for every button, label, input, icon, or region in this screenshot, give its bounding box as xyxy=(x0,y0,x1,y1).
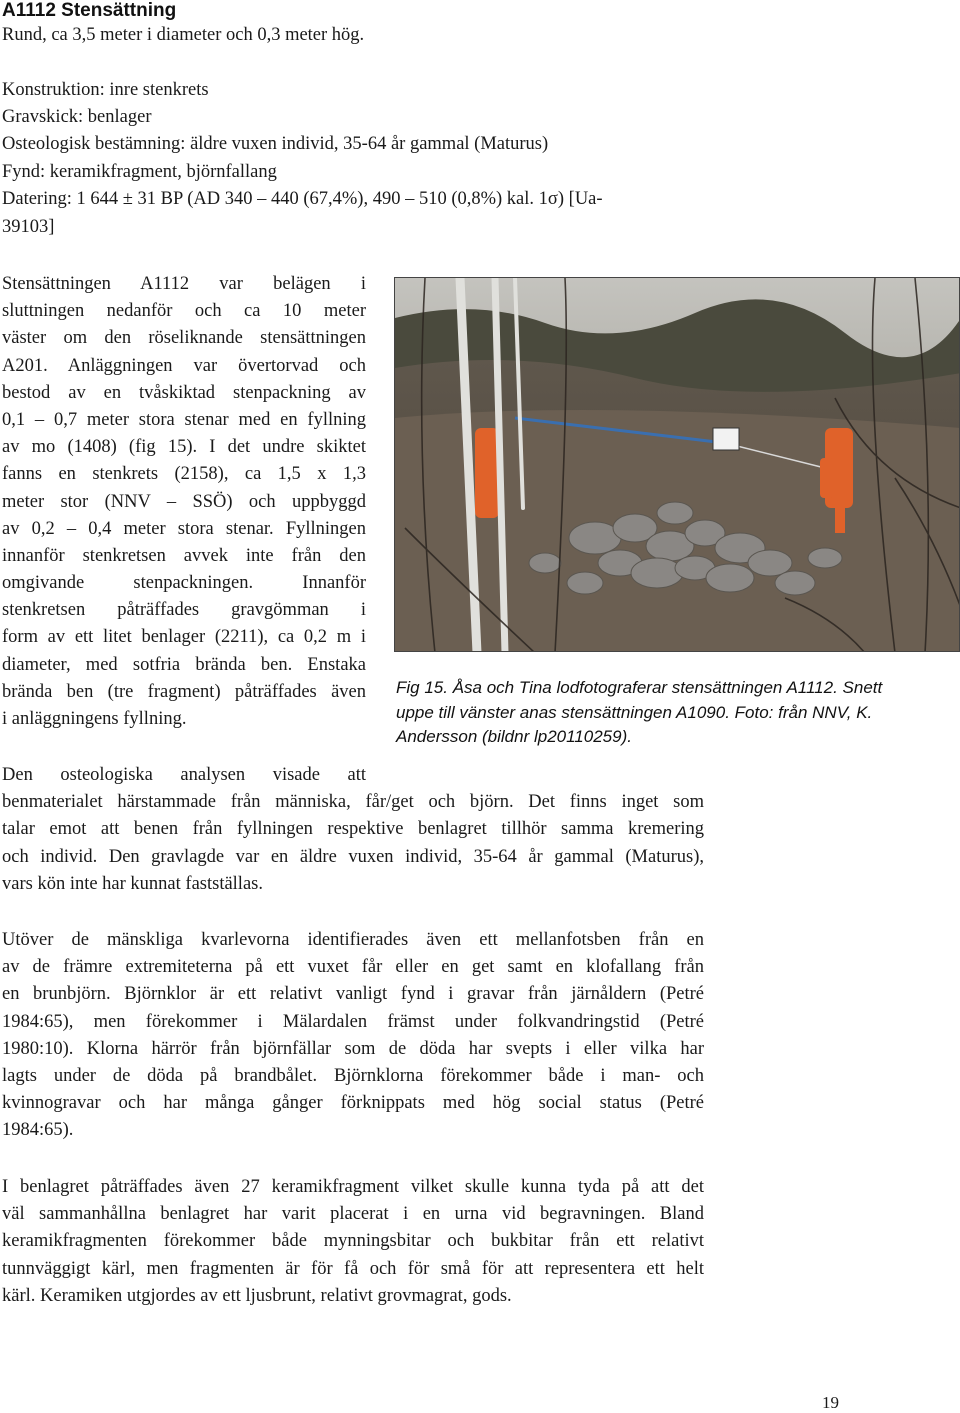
excavation-photo xyxy=(394,277,960,652)
text-line: benmaterialet härstammade från människa, får/get och björn. Det finns inget som xyxy=(2,792,704,813)
paragraph-bear-claws xyxy=(2,927,704,1145)
photo-illustration xyxy=(395,278,960,652)
text-line: 0,1 – 0,7 meter stora stenar med en fyllning xyxy=(2,409,366,430)
text-line: väl sammanhållna benlagret har varit placerat i en urna vid begravningen. Bland xyxy=(2,1204,704,1225)
text-line: lagts under de döda på brandbålet. Björnklorna förekommer både i man- och xyxy=(2,1065,704,1086)
text-line: kärl. Keramiken utgjordes av ett ljusbrunt, relativt grovmagrat, gods. xyxy=(2,1285,512,1306)
text-line: Utöver de mänskliga kvarlevorna identifierades även ett mellanfotsben från en xyxy=(2,930,704,950)
fact-line: 39103] xyxy=(2,217,55,237)
text-line: i anläggningens fyllning. xyxy=(2,709,187,729)
caption-line: uppe till vänster anas stensättningen A1090. Foto: från NNV, K. xyxy=(396,702,873,722)
text-line: talar emot att benen från fyllningen respektive benlagret tillhör samma kremering xyxy=(2,819,704,840)
paragraph-osteology xyxy=(2,762,704,898)
text-line: diameter, med sotfria brända ben. Enstaka xyxy=(2,654,366,675)
text-line: brända ben (tre fragment) påträffades även xyxy=(2,681,366,702)
text-line: 1984:65), men förekommer i Mälardalen främst under folkvandringstid (Petré xyxy=(2,1011,704,1032)
text-line: innanför stenkretsen avvek inte från den xyxy=(2,545,366,566)
text-line: A201. Anläggningen var övertorvad och xyxy=(2,355,366,376)
text-line: tunnväggigt kärl, men fragmenten är för få och för små för att representera ett helt xyxy=(2,1258,704,1279)
text-line: av de främre extremiteterna på ett vuxet får eller en get samt en klofallang från xyxy=(2,957,704,978)
text-line: stenkretsen påträffades gravgömman i xyxy=(2,600,366,621)
text-line: kvinnogravar och har många gånger förknippats med hög social status (Petré xyxy=(2,1093,704,1114)
caption-line: Andersson (bildnr lp20110259). xyxy=(396,727,632,746)
text-line: meter stor (NNV – SSÖ) och uppbyggd xyxy=(2,491,366,512)
section-subtitle: Rund, ca 3,5 meter i diameter och 0,3 meter hög. xyxy=(2,25,365,45)
text-line: av 0,2 – 0,4 meter stora stenar. Fyllningen xyxy=(2,518,366,539)
fact-line: Osteologisk bestämning: äldre vuxen individ, 35-64 år gammal (Maturus) xyxy=(2,134,549,154)
page-number: 19 xyxy=(822,1393,839,1412)
text-line: 1980:10). Klorna härrör från björnfällar som de döda har svepts i eller vilka har xyxy=(2,1038,704,1059)
caption-line: Fig 15. Åsa och Tina lodfotograferar stensättningen A1112. Snett xyxy=(396,678,883,697)
text-line: bestod av en tvåskiktad stenpackning av xyxy=(2,382,366,403)
text-line: Stensättningen A1112 var belägen i xyxy=(2,274,366,294)
text-line: Den osteologiska analysen visade att xyxy=(2,765,366,785)
figure-caption xyxy=(396,676,960,750)
fact-line: Konstruktion: inre stenkrets xyxy=(2,80,209,100)
text-line: fanns en stenkrets (2158), ca 1,5 x 1,3 xyxy=(2,464,366,485)
text-line: vars kön inte har kunnat fastställas. xyxy=(2,873,263,894)
fact-line: Gravskick: benlager xyxy=(2,107,152,127)
text-line: form av ett litet benlager (2211), ca 0,2 m i xyxy=(2,627,366,648)
text-line: väster om den röseliknande stensättningen xyxy=(2,328,366,349)
paragraph-ceramics xyxy=(2,1174,704,1310)
text-line: en brunbjörn. Björnklor är ett relativt vanligt fynd i gravar från järnåldern (Petré xyxy=(2,984,704,1005)
column-paragraph xyxy=(2,271,366,733)
text-line: 1984:65). xyxy=(2,1120,74,1141)
text-line: av mo (1408) (fig 15). I det undre skiktet xyxy=(2,437,366,458)
text-line: omgivande stenpackningen. Innanför xyxy=(2,573,366,594)
section-title: A1112 Stensättning xyxy=(2,0,177,21)
text-line: och individ. Den gravlagde var en äldre vuxen individ, 35-64 år gammal (Maturus), xyxy=(2,846,704,867)
fact-line: Datering: 1 644 ± 31 BP (AD 340 – 440 (67,4%), 490 – 510 (0,8%) kal. 1σ) [Ua- xyxy=(2,189,603,209)
text-line: I benlagret påträffades även 27 keramikfragment vilket skulle kunna tyda på att det xyxy=(2,1177,704,1197)
text-line: sluttningen nedanför och ca 10 meter xyxy=(2,301,366,322)
text-line: keramikfragmenten förekommer både mynningsbitar och bukbitar från ett relativt xyxy=(2,1231,704,1252)
fact-line: Fynd: keramikfragment, björnfallang xyxy=(2,162,277,182)
